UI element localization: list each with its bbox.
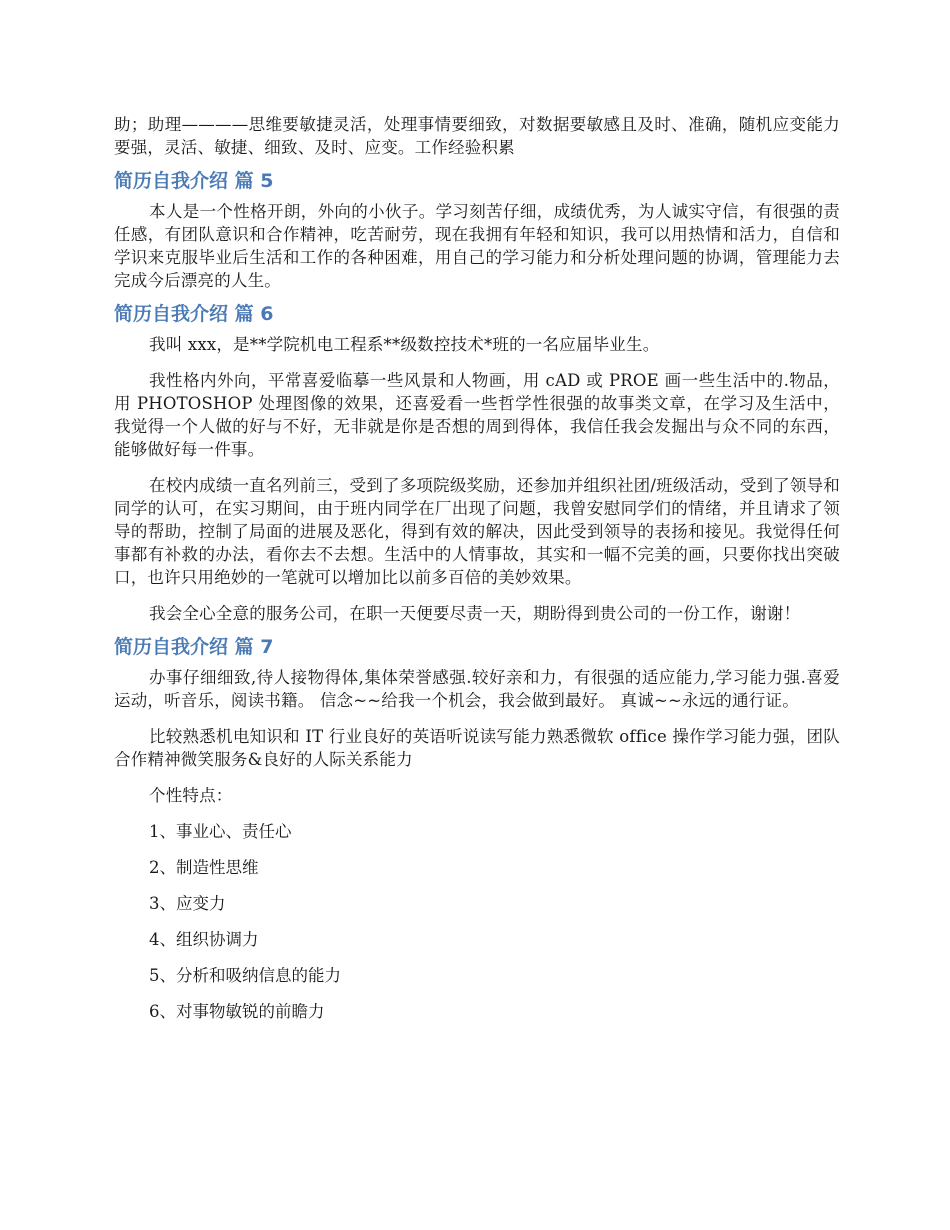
section-heading-5: 简历自我介绍 篇 5 — [114, 170, 274, 192]
document-body — [114, 113, 840, 1023]
list-item: 6、对事物敏锐的前瞻力 — [149, 1002, 325, 1021]
section-6-paragraph-1: 我叫 xxx，是**学院机电工程系**级数控技术*班的一名应届毕业生。 — [149, 335, 660, 354]
section-6-paragraph-2: 我性格内外向，平常喜爱临摹一些风景和人物画，用 cAD 或 PROE 画一些生活中的.物品，用 PHOTOSHOP 处理图像的效果，还喜爱看一些哲学性很强的故事类文章，在学习及生活中，我觉得一个人做的好与不好，无非就是你是否想的周到得体，我信任我会发掘出与众不同的东西，能够做好每一件事。 — [114, 371, 840, 459]
section-heading-6: 简历自我介绍 篇 6 — [114, 303, 274, 325]
list-item: 4、组织协调力 — [149, 930, 259, 949]
section-7-paragraph-1: 办事仔细细致,待人接物得体,集体荣誉感强.较好亲和力，有很强的适应能力,学习能力强.喜爱运动，听音乐，阅读书籍。 信念~~给我一个机会，我会做到最好。 真诚~~永远的通行证。 — [114, 668, 840, 710]
list-item: 5、分析和吸纳信息的能力 — [149, 966, 341, 985]
list-item: 1、事业心、责任心 — [149, 822, 292, 841]
section-7-paragraph-2: 比较熟悉机电知识和 IT 行业良好的英语听说读写能力熟悉微软 office 操作学习能力强，团队合作精神微笑服务&良好的人际关系能力 — [114, 727, 840, 769]
section-6-paragraph-4: 我会全心全意的服务公司，在职一天便要尽责一天，期盼得到贵公司的一份工作，谢谢！ — [149, 604, 801, 623]
section-7-paragraph-3: 个性特点： — [149, 786, 233, 805]
section-heading-7: 简历自我介绍 篇 7 — [114, 636, 274, 658]
list-item: 2、制造性思维 — [149, 858, 259, 877]
intro-tail-paragraph: 助；助理————思维要敏捷灵活，处理事情要细致，对数据要敏感且及时、准确，随机应变能力要强，灵活、敏捷、细致、及时、应变。工作经验积累 — [114, 115, 840, 157]
section-6-paragraph-3: 在校内成绩一直名列前三，受到了多项院级奖励，还参加并组织社团/班级活动，受到了领导和同学的认可，在实习期间，由于班内同学在厂出现了问题，我曾安慰同学们的情绪，并且请求了领导的帮助，控制了局面的进展及恶化，得到有效的解决，因此受到领导的表扬和接见。我觉得任何事都有补救的办法，看你去不去想。生活中的人情事故，其实和一幅不完美的画，只要你找出突破口，也许只用绝妙的一笔就可以增加比以前多百倍的美妙效果。 — [114, 476, 840, 587]
list-item: 3、应变力 — [149, 894, 226, 913]
section-5-paragraph-1: 本人是一个性格开朗，外向的小伙子。学习刻苦仔细，成绩优秀，为人诚实守信，有很强的责任感，有团队意识和合作精神，吃苦耐劳，现在我拥有年轻和知识，我可以用热情和活力，自信和学识来克服毕业后生活和工作的各种困难，用自己的学习能力和分析处理问题的协调，管理能力去完成今后漂亮的人生。 — [114, 202, 840, 290]
